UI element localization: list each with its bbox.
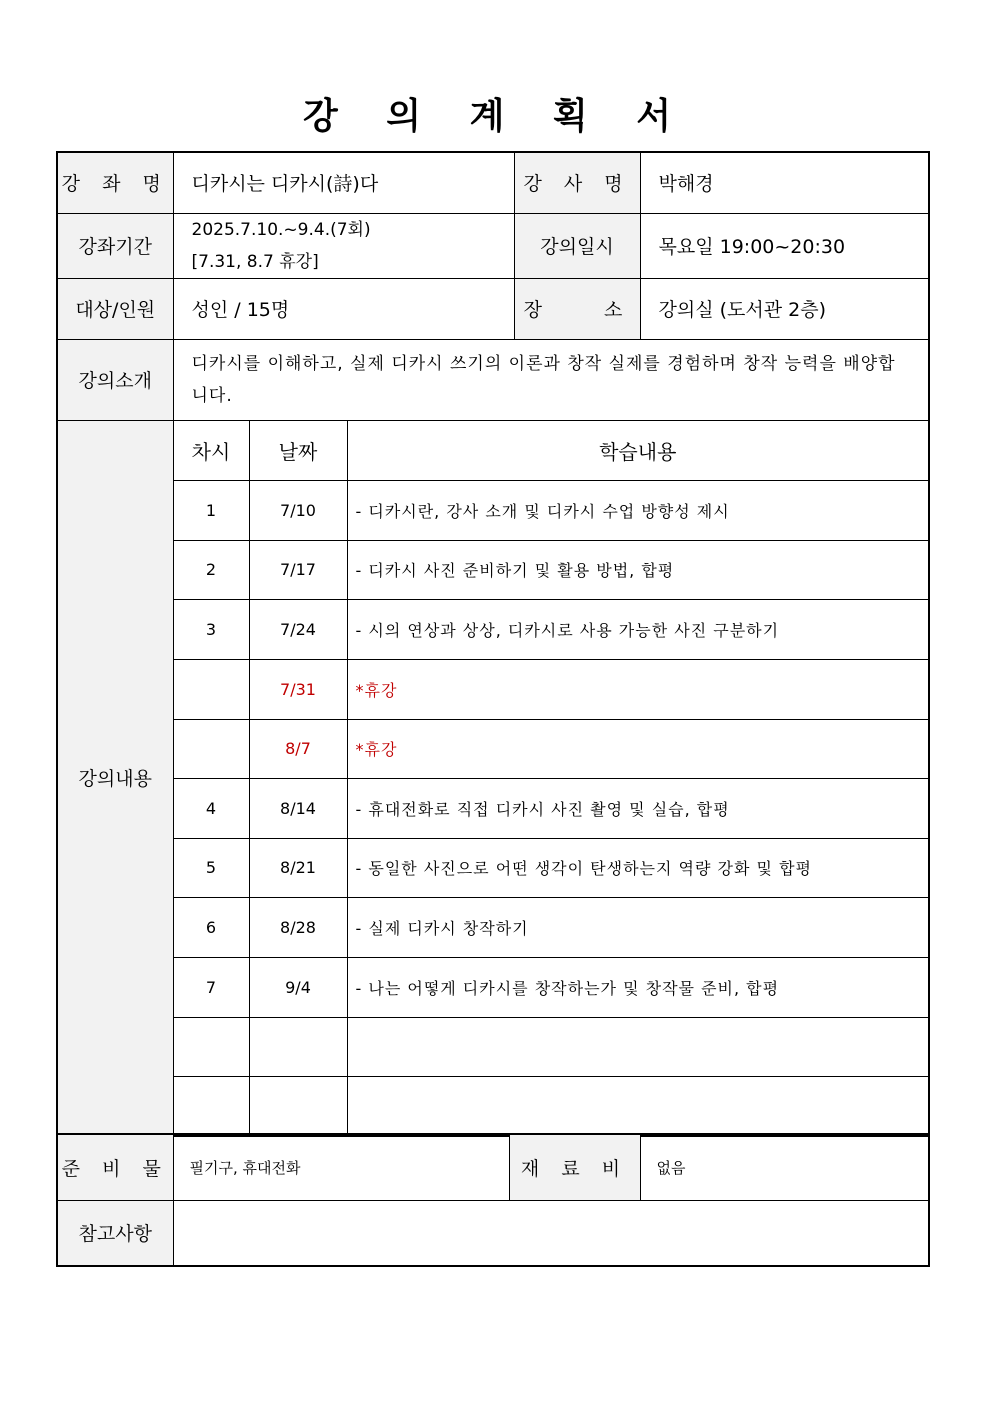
session-no: 6 [173,897,249,957]
course-name-label: 강 좌 명 [57,152,173,213]
table-row [57,659,929,719]
table-row [57,897,929,957]
session-content [347,1017,929,1076]
session-date: 7/10 [249,480,347,540]
session-content: *휴강 [347,719,929,778]
session-no: 1 [173,480,249,540]
intro-label: 강의소개 [57,339,173,420]
notes-value [173,1200,929,1266]
session-no [173,1017,249,1076]
session-date: 7/31 [249,659,347,719]
session-no [173,659,249,719]
table-row [57,599,929,659]
session-date: 8/7 [249,719,347,778]
session-content-header: 학습내용 [347,420,929,480]
schedule-label: 강의일시 [514,213,640,278]
materials-table [56,1133,930,1267]
session-date: 8/28 [249,897,347,957]
lecture-plan-table [56,151,930,1137]
content-label: 강의내용 [57,420,173,1136]
materials-value: 필기구, 휴대전화 [173,1134,509,1200]
session-date-header: 날짜 [249,420,347,480]
session-content: - 나는 어떻게 디카시를 창작하는가 및 창작물 준비, 합평 [347,957,929,1017]
session-date: 7/24 [249,599,347,659]
session-content: - 시의 연상과 상상, 디카시로 사용 가능한 사진 구분하기 [347,599,929,659]
session-content: - 동일한 사진으로 어떤 생각이 탄생하는지 역량 강화 및 합평 [347,838,929,897]
period-dates: 2025.7.10.~9.4.(7회) [191,219,371,240]
session-no: 4 [173,778,249,838]
session-date [249,1017,347,1076]
instructor-label: 강 사 명 [514,152,640,213]
session-date: 7/17 [249,540,347,599]
session-no-header: 차시 [173,420,249,480]
session-content: - 디카시 사진 준비하기 및 활용 방법, 합평 [347,540,929,599]
session-date: 8/21 [249,838,347,897]
session-content: - 디카시란, 강사 소개 및 디카시 수업 방향성 제시 [347,480,929,540]
session-no: 2 [173,540,249,599]
target-label: 대상/인원 [57,278,173,339]
table-row [57,778,929,838]
table-row [57,838,929,897]
materials-label: 준 비 물 [57,1134,173,1200]
target-value: 성인 / 15명 [173,278,514,339]
session-no: 3 [173,599,249,659]
period-label: 강좌기간 [57,213,173,278]
session-content: - 실제 디카시 창작하기 [347,897,929,957]
fee-value: 없음 [640,1134,929,1200]
notes-label: 참고사항 [57,1200,173,1266]
table-row [57,957,929,1017]
session-no: 5 [173,838,249,897]
table-row [57,1076,929,1136]
session-date: 8/14 [249,778,347,838]
session-no: 7 [173,957,249,1017]
instructor-value: 박해경 [640,152,929,213]
session-content: - 휴대전화로 직접 디카시 사진 촬영 및 실습, 합평 [347,778,929,838]
table-row [57,719,929,778]
document-title: 강 의 계 획 서 [302,96,689,137]
place-value: 강의실 (도서관 2층) [640,278,929,339]
period-value [173,213,514,278]
table-row [57,540,929,599]
table-row [57,480,929,540]
session-date [249,1076,347,1136]
schedule-value: 목요일 19:00~20:30 [640,213,929,278]
session-no [173,1076,249,1136]
place-label: 장 소 [514,278,640,339]
session-content [347,1076,929,1136]
session-no [173,719,249,778]
course-name-value: 디카시는 디카시(詩)다 [173,152,514,213]
fee-label: 재 료 비 [509,1134,640,1200]
table-row [57,1017,929,1076]
intro-value: 디카시를 이해하고, 실제 디카시 쓰기의 이론과 창작 실제를 경험하며 창작 능력을 배양합니다. [173,339,929,420]
period-holidays: [7.31, 8.7 휴강] [191,251,319,272]
session-date: 9/4 [249,957,347,1017]
session-content: *휴강 [347,659,929,719]
